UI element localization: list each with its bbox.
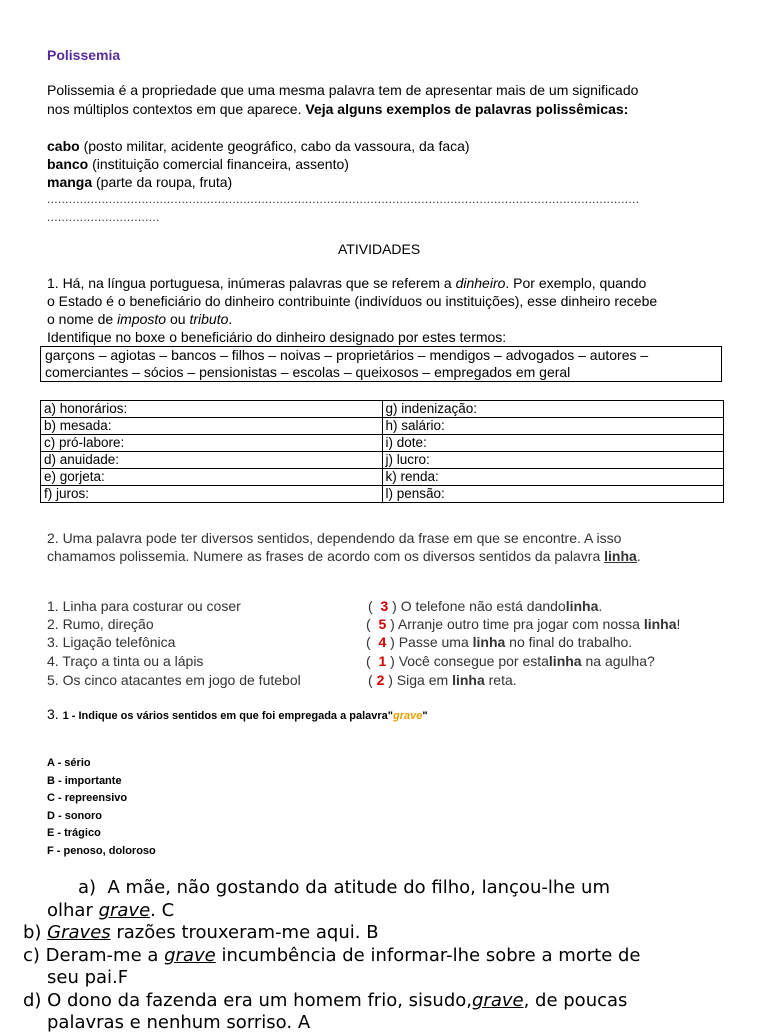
table-cell[interactable]: a) honorários: <box>41 401 383 418</box>
example-word: manga <box>47 174 93 190</box>
q2-text: . <box>636 548 641 564</box>
item-c-line-2: seu pai.F <box>47 967 129 988</box>
intro-emphasis: Veja alguns exemplos de palavras polissêmicas: <box>305 101 629 117</box>
item-text: olhar <box>47 900 99 921</box>
answer-item: ( 4 ) Passe uma linha no final do trabalho. <box>366 634 633 650</box>
answer-item: ( 2 ) Siga em linha reta. <box>368 672 517 688</box>
table-cell[interactable]: i) dote: <box>382 435 724 452</box>
table-cell[interactable]: h) salário: <box>382 418 724 435</box>
q3-text: 1 - Indique os vários sentidos em que foi empregada a palavra <box>62 710 388 722</box>
item-text: d) O dono da fazenda era um homem frio, sisudo, <box>23 990 472 1011</box>
example-cabo <box>47 137 470 155</box>
table-row <box>41 435 724 452</box>
q3-keyword: grave <box>393 710 423 722</box>
table-cell[interactable]: f) juros: <box>41 486 383 503</box>
item-d-line-1 <box>23 990 627 1012</box>
sense-item: 1. Linha para costurar ou coser <box>47 598 241 614</box>
q1-text: . Por exemplo, quando <box>505 275 647 291</box>
answer-item: ( 5 ) Arranje outro time pra jogar com nossa linha! <box>366 616 681 632</box>
intro-line-1: Polissemia é a propriedade que uma mesma palavra tem de apresentar mais de um significado <box>47 82 639 98</box>
answer-number: 5 <box>378 616 387 632</box>
table-row <box>41 418 724 435</box>
answer-item: ( 1 ) Você consegue por estalinha na agulha? <box>366 653 655 669</box>
q1-text: ou <box>166 311 190 327</box>
sense-item: 5. Os cinco atacantes em jogo de futebol <box>47 672 301 688</box>
answer-text: ) Siga em <box>384 672 453 688</box>
item-text: razões trouxeram-me aqui. B <box>110 922 379 943</box>
q1-text: . <box>228 311 233 327</box>
q3-quote: " <box>387 710 394 722</box>
table-cell[interactable]: e) gorjeta: <box>41 469 383 486</box>
item-a-line-2 <box>47 900 174 922</box>
sense-item: 3. Ligação telefônica <box>47 634 176 650</box>
option-item: A - sério <box>47 757 91 769</box>
q3-quote: " <box>422 710 428 722</box>
terms-table <box>40 400 724 503</box>
answer-number: 4 <box>378 634 387 650</box>
q3-heading <box>47 706 428 722</box>
answer-text: ) Passe uma <box>386 634 473 650</box>
q1-italic-word: imposto <box>117 311 167 327</box>
answer-text: . <box>598 598 603 614</box>
option-item: B - importante <box>47 775 122 787</box>
answer-number: 2 <box>376 672 385 688</box>
dotted-line-2: ............................... <box>47 210 160 224</box>
answer-text: ) Você consegue por esta <box>386 653 549 669</box>
sense-item: 4. Traço a tinta ou a lápis <box>47 653 204 669</box>
answer-number: 1 <box>378 653 387 669</box>
table-row <box>41 486 724 503</box>
q1-italic-word: dinheiro <box>455 275 506 291</box>
option-item: E - trágico <box>47 827 101 839</box>
q3-prefix: 3. <box>47 706 63 722</box>
table-row <box>41 469 724 486</box>
q1-line-1 <box>47 274 646 292</box>
item-keyword: grave <box>164 945 216 966</box>
table-cell[interactable]: c) pró-labore: <box>41 435 383 452</box>
answer-text: ) Arranje outro time pra jogar com nossa <box>386 616 644 632</box>
example-word: cabo <box>47 138 80 154</box>
option-item: F - penoso, doloroso <box>47 845 156 857</box>
intro-text: nos múltiplos contextos em que aparece. <box>47 101 306 117</box>
table-cell[interactable]: b) mesada: <box>41 418 383 435</box>
table-cell[interactable]: g) indenização: <box>382 401 724 418</box>
answer-keyword: linha <box>548 653 582 669</box>
item-text: c) Deram-me a <box>23 945 165 966</box>
option-item: D - sonoro <box>47 810 102 822</box>
page-title: Polissemia <box>47 47 121 63</box>
word-box-line-2: comerciantes – sócios – pensionistas – escolas – queixosos – empregados em geral <box>45 364 571 380</box>
answer-keyword: linha <box>452 672 485 688</box>
item-text: b) <box>23 922 48 943</box>
q1-italic-word: tributo <box>189 311 229 327</box>
q1-text: 1. Há, na língua portuguesa, inúmeras palavras que se referem a <box>47 275 456 291</box>
answer-item: ( 3 ) O telefone não está dandolinha. <box>368 598 603 614</box>
q1-line-4: Identifique no boxe o beneficiário do dinheiro designado por estes termos: <box>47 329 507 345</box>
q2-text: chamamos polissemia. Numere as frases de acordo com os diversos sentidos da palavra <box>47 548 605 564</box>
q2-keyword: linha <box>604 548 637 564</box>
table-row <box>41 401 724 418</box>
table-cell[interactable]: j) lucro: <box>382 452 724 469</box>
example-banco <box>47 155 349 173</box>
item-text: , de poucas <box>523 990 628 1011</box>
item-c-line-1 <box>23 945 641 967</box>
answer-text: reta. <box>484 672 517 688</box>
word-box <box>40 346 722 382</box>
sense-item: 2. Rumo, direção <box>47 616 154 632</box>
table-cell[interactable]: k) renda: <box>382 469 724 486</box>
table-cell[interactable]: d) anuidade: <box>41 452 383 469</box>
item-keyword: grave <box>472 990 524 1011</box>
answer-text: ) O telefone não está dando <box>388 598 566 614</box>
example-meaning: (posto militar, acidente geográfico, cabo da vassoura, da faca) <box>79 138 470 154</box>
example-meaning: (instituição comercial financeira, assento) <box>88 156 349 172</box>
example-meaning: (parte da roupa, fruta) <box>92 174 233 190</box>
answer-keyword: linha <box>565 598 599 614</box>
item-b <box>23 922 379 944</box>
answer-text: no final do trabalho. <box>505 634 633 650</box>
item-keyword: Graves <box>47 922 111 943</box>
answer-text: ! <box>676 616 681 632</box>
intro-line-2 <box>47 100 628 118</box>
dotted-line-1: ................................................................................................................................................................... <box>47 192 640 206</box>
item-text: . C <box>150 900 175 921</box>
q1-text: o nome de <box>47 311 118 327</box>
answer-number: 3 <box>380 598 389 614</box>
example-word: banco <box>47 156 89 172</box>
answer-keyword: linha <box>643 616 677 632</box>
word-box-line-1: garçons – agiotas – bancos – filhos – noivas – proprietários – mendigos – advogados – autores – <box>45 347 649 363</box>
item-text: incumbência de informar-lhe sobre a morte de <box>215 945 641 966</box>
answer-keyword: linha <box>472 634 506 650</box>
q2-line-2 <box>47 547 641 565</box>
item-keyword: grave <box>98 900 151 921</box>
q2-line-1: 2. Uma palavra pode ter diversos sentidos, dependendo da frase em que se encontre. A isso <box>47 530 622 546</box>
table-cell[interactable]: l) pensão: <box>382 486 724 503</box>
q1-line-3 <box>47 310 232 328</box>
example-manga <box>47 173 232 191</box>
answer-text: na agulha? <box>581 653 655 669</box>
option-item: C - repreensivo <box>47 792 128 804</box>
item-a-line-1 <box>78 877 610 899</box>
q1-line-2: o Estado é o beneficiário do dinheiro contribuinte (indivíduos ou instituições), esse dinheiro recebe <box>47 293 658 309</box>
item-text: A mãe, não gostando da atitude do filho, lançou-lhe um <box>107 877 610 898</box>
activities-heading: ATIVIDADES <box>338 241 421 257</box>
item-d-line-2: palavras e nenhum sorriso. A <box>47 1012 311 1033</box>
item-label: a) <box>78 877 97 898</box>
table-row <box>41 452 724 469</box>
